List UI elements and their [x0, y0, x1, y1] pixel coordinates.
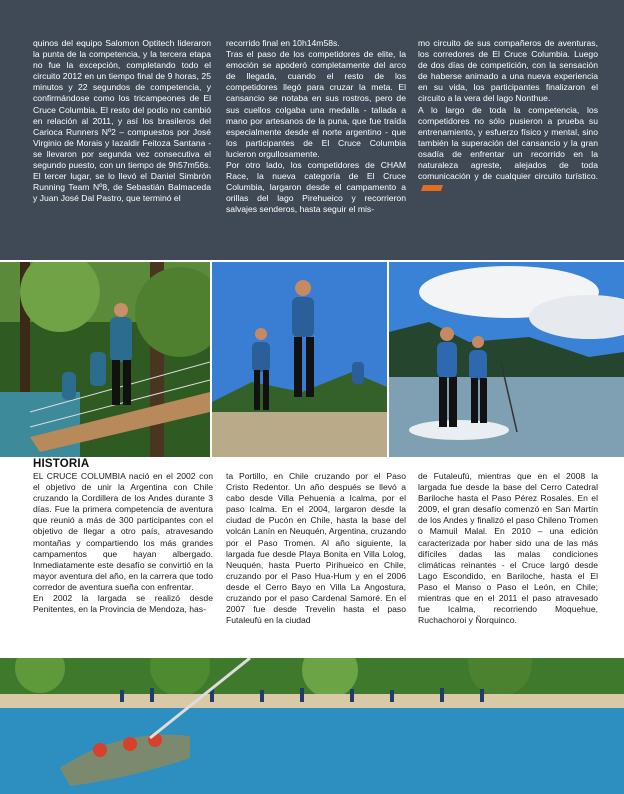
section-heading: HISTORIA — [33, 458, 90, 470]
historia-column-3 — [418, 471, 598, 626]
photo-suspension-bridge — [0, 262, 210, 457]
top-column-1 — [33, 38, 211, 204]
top-col2-para-3: Por otro lado, los competidores de CHAM Race, la nueva categoría de El Cruce Columbia, largaron desde el campamento a orillas del lago Pirehueico y recorrieron salvajes senderos, hasta seguir el mis- — [226, 160, 406, 215]
historia-col3-text: de Futaleufú, mientras que en el 2008 la largada fue desde la base del Cerro Catedral Bariloche hasta el Paso Pérez Rosales. En el 2009, el gran desafío comenzó en San Martín de los Andes y finalizó el paso Chileno Tromen o Mamuil Malal. En 2010 – una edición caracterizada por haber sido una de las más difíciles dadas las malas condiciones climáticas reinantes - el Cruce largó desde Lago Escondido, en Bariloche, hasta el El Paso el Manso o Paso el León, en Chile; mientras que en el 2011 el paso atravesado fue Icalma, recorriendo Moquehue, Ruchachoroi y Ñorquinco. — [418, 471, 598, 626]
top-column-2 — [226, 38, 406, 216]
historia-column-1 — [33, 471, 213, 615]
top-col2-para-1: recorrido final en 10h14m58s. — [226, 38, 340, 48]
photo-lake-crossing — [389, 262, 624, 457]
top-column-3 — [418, 38, 598, 193]
photo-strip — [0, 262, 624, 457]
photo-lake-start-panorama — [0, 658, 624, 794]
historia-col1-para-1: EL CRUCE COLUMBIA nació en el 2002 con el objetivo de unir la Argentina con Chile cruzando la Cordillera de los Andes durante 3 días. Fue la primera competencia de aventura que reunió a más de 300 participantes con el objetivo de llegar a otro país, atravesando montañas y compartiendo los más grandes campamentos que hayan albergado. Inmediatamente este desafío se convirtió en la mayor aventura del año, en la carrera que todo corredor de aventura sueña con enfrentar. — [33, 471, 213, 592]
historia-col1-para-2: En 2002 la largada se realizó desde Penitentes, en la Provincia de Mendoza, has- — [33, 593, 213, 615]
top-col3-para-2-text: A lo largo de toda la competencia, los competidores no sólo pusieron a prueba su entrenamiento, y esfuerzo físico y mental, sino también la superación del cansancio y la gran osadía de enfrentar un recorrido en la naturaleza agreste, alejados de toda comunicación y de cualquier circuito turístico. — [418, 104, 598, 182]
top-col3-para-2 — [418, 105, 598, 194]
historia-column-2 — [226, 471, 406, 626]
top-text-band — [0, 0, 624, 260]
top-col1-text: quinos del equipo Salomon Optitech lideraron la punta de la competencia, y la tercera etapa no fue la excepción, completando todo el circuito 2012 en un tiempo final de 9 horas, 25 minutos y 22 segundos de competencia, y confirmándose como los tricampeones de El Cruce Columbia. El resto del podio no cambió en relación al 2011, y así los brasileros del Carioca Runners Nº2 – compuestos por José Virginio de Morais y Iazaldir Feitoza Santana - se llevaron por segunda vez consecutiva el segundo puesto, con un tiempo de 9h57m56s. El tercer lugar, se lo llevó el Daniel Simbrón Running Team Nº8, de Sebastián Balmaceda y Juan José Dal Pastro, que terminó el — [33, 38, 211, 204]
end-of-article-mark — [421, 185, 443, 191]
top-col3-para-1: mo circuito de sus compañeros de aventuras, los corredores de El Cruce Columbia. Luego de dos días de competición, con la sensación de haberse animado a una nueva experiencia en su vida, los participantes finalizaron el circuito a la vera del lago Nonthue. — [418, 38, 598, 104]
historia-col2-text: ta Portillo, en Chile cruzando por el Paso Cristo Redentor. Un año después se llevó a cabo desde Villa Pehuenia a Icalma, por el paso Icalma. En el 2004, largaron desde la ciudad de Pucón en Chile, hasta la base del volcán Lanín en Neuquén, Argentina, cruzando por el Paso Tromen. Al año siguiente, la largada fue desde Playa Bonita en Villa Lolog, Neuquén, hasta Puerto Pirihueico en Chile, cruzando por el Paso Hua-Hum y en el 2006 desde el Cerro Bayo en Villa La Angostura, cruzando por el paso Cardenal Samoré. En el 2007 fue desde Trevelin hasta el paso Futaleufú en la ciudad — [226, 471, 406, 626]
top-col2-para-2: Tras el paso de los competidores de elite, la emoción se apoderó completamente del arco de llegada, cuando el resto de los competidores llegó para cruzar la meta. El cansancio se notaba en sus rostros, pero de sus cuellos colgaba una medalla - tallada a mano por artesanos de la puna, que fue traída especialmente desde el norte argentino - que los participantes de El Cruce Columbia lucieron orgullosamente. — [226, 49, 406, 159]
photo-runners-road — [212, 262, 387, 457]
